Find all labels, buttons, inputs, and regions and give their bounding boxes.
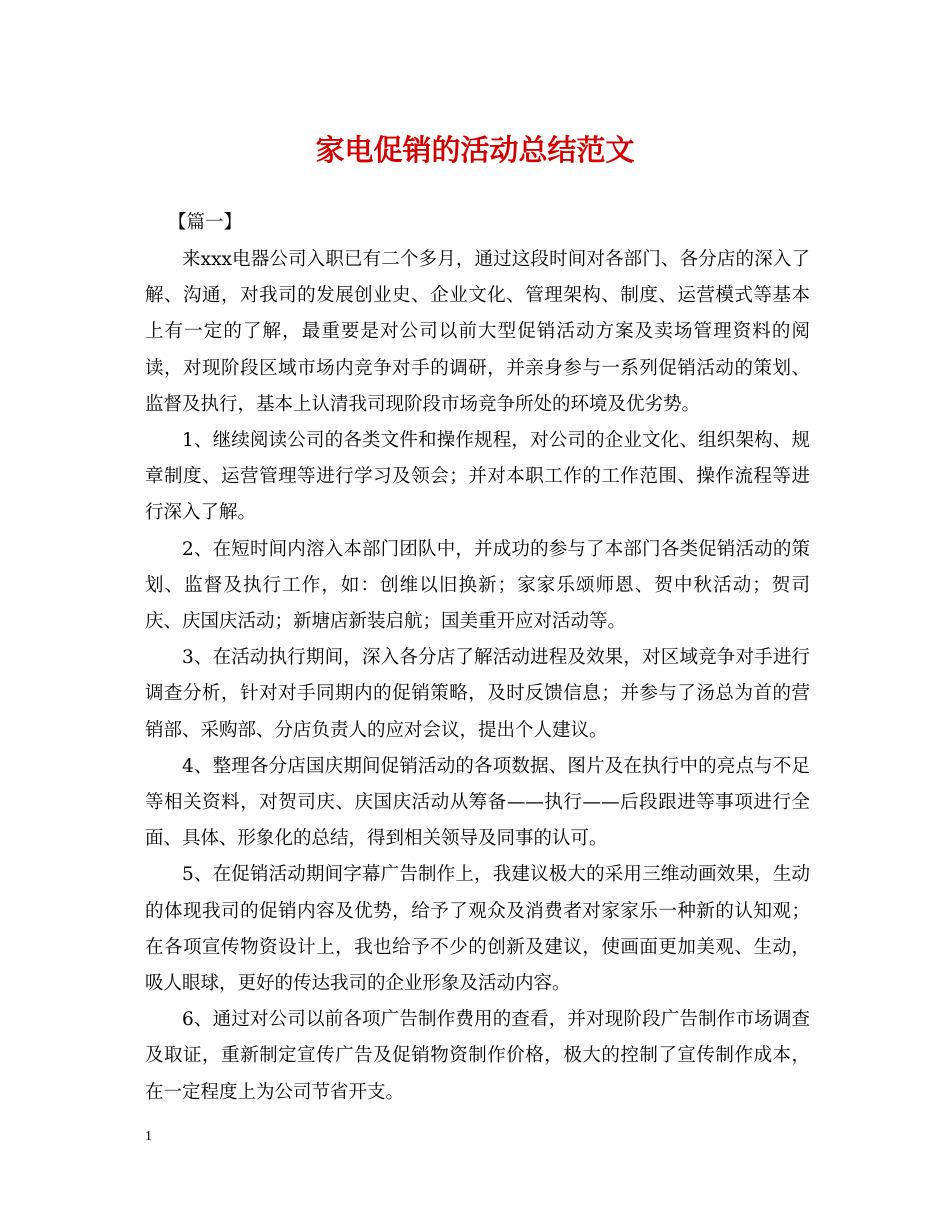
paragraph-intro: 来xxx电器公司入职已有二个多月，通过这段时间对各部门、各分店的深入了解、沟通，对我司的发展创业史、企业文化、管理架构、制度、运营模式等基本上有一定的了解，最重要是对公司以前大型促销活动方案及卖场管理资料的阅读，对现阶段区域市场内竞争对手的调研，并亲身参与一系列促销活动的策划、监督及执行，基本上认清我司现阶段市场竞争所处的环境及优劣势。 [145, 249, 810, 415]
section-label: 【篇一】 [168, 212, 243, 233]
body-text [145, 242, 810, 1111]
paragraph-item-1: 1、继续阅读公司的各类文件和操作规程，对公司的企业文化、组织架构、规章制度、运营管理等进行学习及领会；并对本职工作的工作范围、操作流程等进行深入了解。 [145, 430, 810, 524]
page-number: 1 [145, 1129, 152, 1144]
paragraph-item-3: 3、在活动执行期间，深入各分店了解活动进程及效果，对区域竞争对手进行调查分析，针对对手同期内的促销策略，及时反馈信息；并参与了汤总为首的营销部、采购部、分店负责人的应对会议，提出个人建议。 [145, 647, 810, 741]
paragraph-item-6: 6、通过对公司以前各项广告制作费用的查看，并对现阶段广告制作市场调查及取证，重新制定宣传广告及促销物资制作价格，极大的控制了宣传制作成本，在一定程度上为公司节省开支。 [145, 1009, 810, 1103]
paragraph-item-4: 4、整理各分店国庆期间促销活动的各项数据、图片及在执行中的亮点与不足等相关资料，对贺司庆、庆国庆活动从筹备——执行——后段跟进等事项进行全面、具体、形象化的总结，得到相关领导及同事的认可。 [145, 755, 810, 850]
paragraph-item-5: 5、在促销活动期间字幕广告制作上，我建议极大的采用三维动画效果，生动的体现我司的促销内容及优势，给予了观众及消费者对家家乐一种新的认知观；在各项宣传物资设计上，我也给予不少的创新及建议，使画面更加美观、生动，吸人眼球，更好的传达我司的企业形象及活动内容。 [145, 864, 810, 995]
paragraph-item-2: 2、在短时间内溶入本部门团队中，并成功的参与了本部门各类促销活动的策划、监督及执行工作，如：创维以旧换新；家家乐颂师恩、贺中秋活动；贺司庆、庆国庆活动；新塘店新装启航；国美重开应对活动等。 [145, 538, 810, 633]
document-title: 家电促销的活动总结范文 [315, 133, 635, 167]
